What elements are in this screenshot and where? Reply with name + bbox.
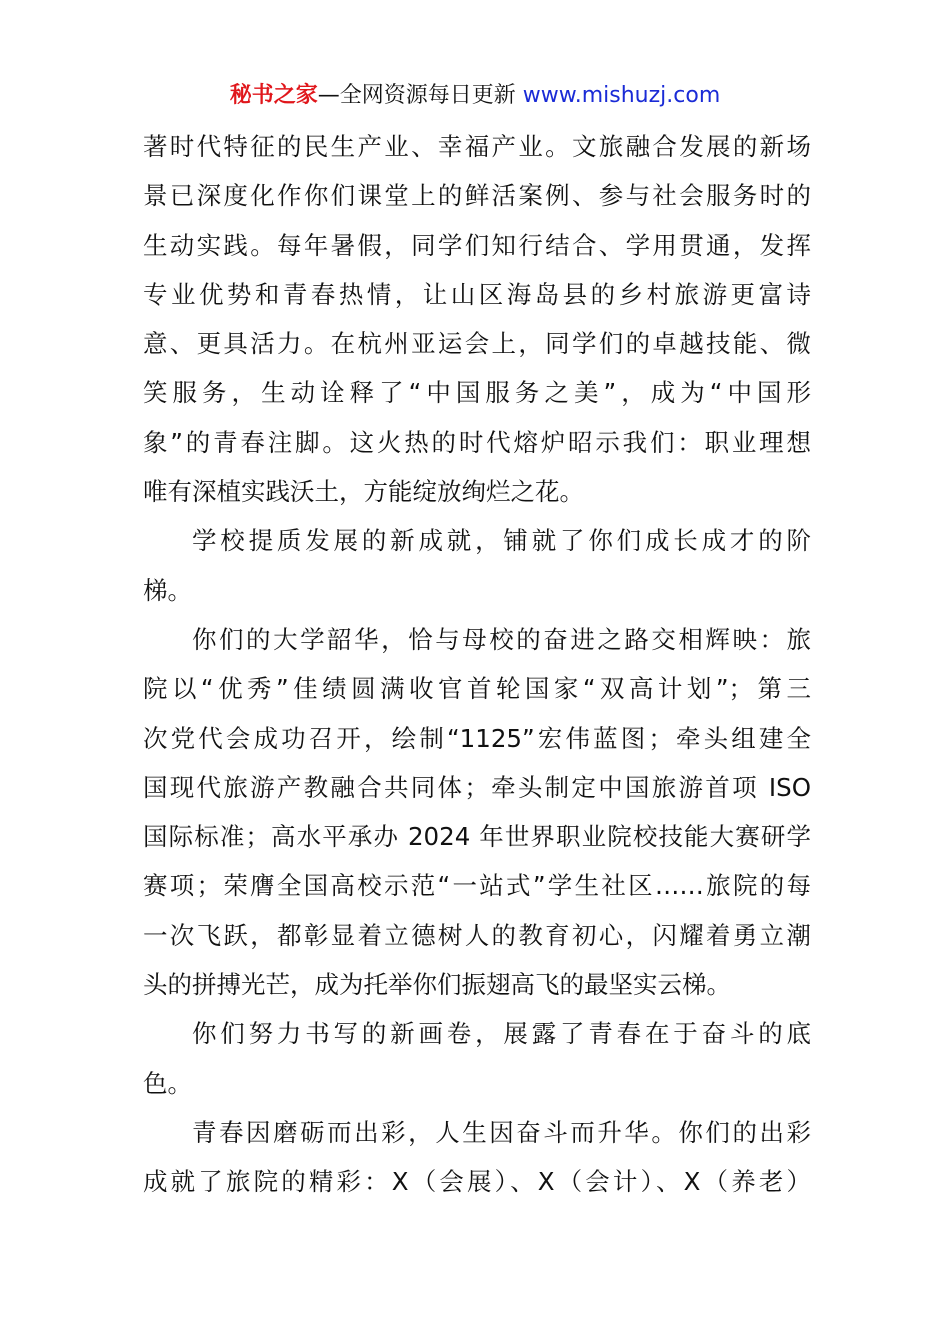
text-line: 你们努力书写的新画卷，展露了青春在于奋斗的底 — [192, 1019, 811, 1049]
document-body — [143, 122, 811, 1207]
text-line: 生动实践。每年暑假，同学们知行结合、学用贯通，发挥 — [143, 230, 811, 260]
text-line: 赛项；荣膺全国高校示范“一站式”学生社区……旅院的每 — [143, 871, 811, 901]
site-url[interactable]: www.mishuzj.com — [522, 83, 721, 108]
text-line: 次党代会成功召开，绘制“1125”宏伟蓝图；牵头组建全 — [143, 723, 811, 753]
text-line: 著时代特征的民生产业、幸福产业。文旅融合发展的新场 — [143, 132, 811, 161]
page-header — [0, 80, 950, 112]
text-line: 院以“优秀”佳绩圆满收官首轮国家“双高计划”；第三 — [143, 674, 811, 704]
text-line: 你们的大学韶华，恰与母校的奋进之路交相辉映：旅 — [192, 624, 811, 654]
text-line: 梯。 — [143, 575, 192, 605]
text-line: 色。 — [143, 1068, 192, 1098]
text-line: 青春因磨砺而出彩，人生因奋斗而升华。你们的出彩 — [192, 1117, 811, 1147]
text-line: 国现代旅游产教融合共同体；牵头制定中国旅游首项 ISO — [143, 772, 811, 802]
text-line: 笑服务，生动诠释了“中国服务之美”，成为“中国形 — [143, 378, 811, 408]
text-line: 景已深度化作你们课堂上的鲜活案例、参与社会服务时的 — [143, 181, 811, 211]
text-line: 专业优势和青春热情，让山区海岛县的乡村旅游更富诗 — [143, 279, 811, 309]
text-line: 成就了旅院的精彩：X（会展）、X（会计）、X（养老） — [143, 1167, 811, 1197]
text-line: 象”的青春注脚。这火热的时代熔炉昭示我们：职业理想 — [143, 427, 811, 457]
text-line: 意、更具活力。在杭州亚运会上，同学们的卓越技能、微 — [143, 329, 811, 359]
text-line: 国际标准；高水平承办 2024 年世界职业院校技能大赛研学 — [143, 822, 811, 852]
header-tagline: —全网资源每日更新 — [317, 83, 516, 108]
brand-name: 秘书之家 — [229, 83, 318, 108]
text-line: 唯有深植实践沃土，方能绽放绚烂之花。 — [143, 477, 584, 507]
text-line: 头的拼搏光芒，成为托举你们振翅高飞的最坚实云梯。 — [143, 970, 731, 1000]
text-line: 学校提质发展的新成就，铺就了你们成长成才的阶 — [192, 526, 811, 556]
text-line: 一次飞跃，都彰显着立德树人的教育初心，闪耀着勇立潮 — [143, 920, 811, 950]
